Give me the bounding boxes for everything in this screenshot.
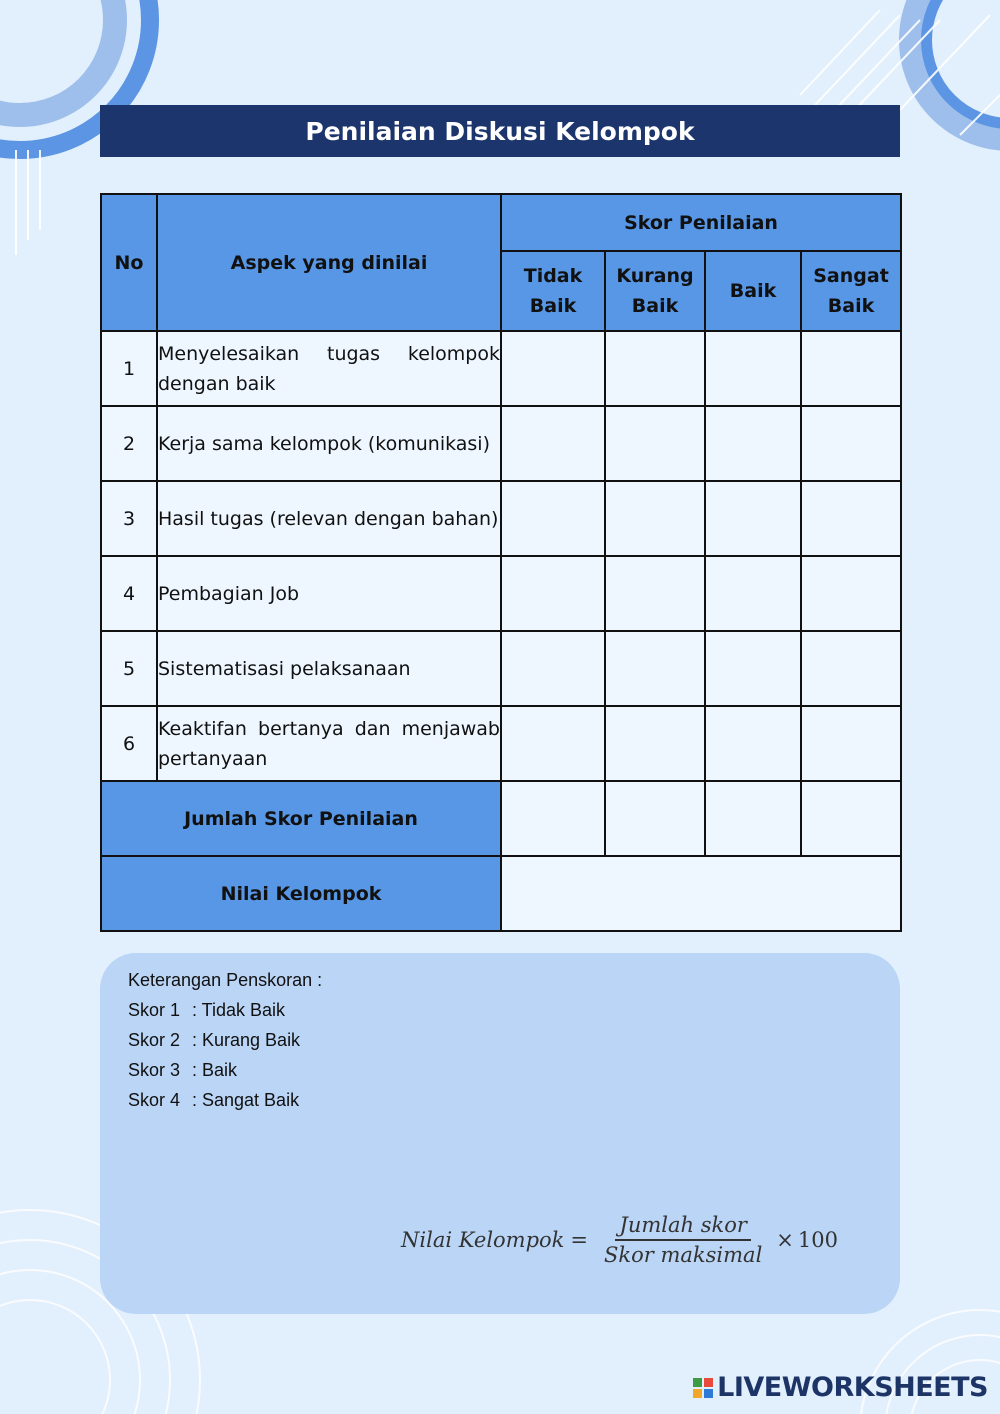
table-row (101, 481, 901, 556)
formula-equals: = (570, 1228, 589, 1252)
score-cell-baik[interactable] (705, 406, 801, 481)
score-cell-kurang-baik[interactable] (605, 631, 705, 706)
score-cell-baik[interactable] (705, 331, 801, 406)
score-cell-tidak-baik[interactable] (501, 481, 605, 556)
row-number: 1 (101, 331, 157, 406)
group-score-cell[interactable] (501, 856, 901, 931)
score-cell-kurang-baik[interactable] (605, 331, 705, 406)
row-aspect: Kerja sama kelompok (komunikasi) (157, 406, 501, 481)
score-cell-kurang-baik[interactable] (605, 706, 705, 781)
row-number: 3 (101, 481, 157, 556)
score-cell-baik[interactable] (705, 556, 801, 631)
header-level-baik: Baik (705, 251, 801, 331)
header-score-group: Skor Penilaian (501, 194, 901, 251)
page-title-text: Penilaian Diskusi Kelompok (305, 116, 695, 146)
table-row (101, 631, 901, 706)
total-cell-baik[interactable] (705, 781, 801, 856)
group-score-label: Nilai Kelompok (101, 856, 501, 931)
score-cell-sangat-baik[interactable] (801, 631, 901, 706)
row-number: 6 (101, 706, 157, 781)
score-cell-kurang-baik[interactable] (605, 556, 705, 631)
legend-value: : Sangat Baik (192, 1090, 300, 1110)
liveworksheets-logo-icon (693, 1378, 713, 1398)
header-level-sangat-baik: Sangat Baik (801, 251, 901, 331)
table-row (101, 556, 901, 631)
score-cell-tidak-baik[interactable] (501, 406, 605, 481)
total-cell-sangat-baik[interactable] (801, 781, 901, 856)
header-no: No (101, 194, 157, 331)
formula-lhs: Nilai Kelompok (401, 1228, 565, 1252)
group-score-row (101, 856, 901, 931)
row-aspect: Pembagian Job (157, 556, 501, 631)
score-cell-kurang-baik[interactable] (605, 406, 705, 481)
score-cell-tidak-baik[interactable] (501, 331, 605, 406)
legend-value: : Baik (192, 1060, 238, 1080)
legend-heading: Keterangan Penskoran : (128, 970, 323, 990)
formula-numerator: Jumlah skor (615, 1213, 750, 1241)
header-aspect: Aspek yang dinilai (157, 194, 501, 331)
row-aspect: Sistematisasi pelaksanaan (157, 631, 501, 706)
row-aspect: Keaktifan bertanya dan menjawab pertanyaan (157, 706, 501, 781)
score-cell-baik[interactable] (705, 631, 801, 706)
liveworksheets-brand (693, 1372, 988, 1403)
score-cell-sangat-baik[interactable] (801, 406, 901, 481)
row-number: 4 (101, 556, 157, 631)
score-cell-baik[interactable] (705, 706, 801, 781)
score-cell-sangat-baik[interactable] (801, 556, 901, 631)
table-row (101, 406, 901, 481)
brand-name: LIVEWORKSHEETS (717, 1372, 988, 1403)
score-cell-kurang-baik[interactable] (605, 481, 705, 556)
total-cell-kurang-baik[interactable] (605, 781, 705, 856)
formula-denominator: Skor maksimal (604, 1243, 763, 1267)
total-score-label: Jumlah Skor Penilaian (101, 781, 501, 856)
legend-item (128, 1085, 322, 1115)
row-number: 2 (101, 406, 157, 481)
legend-value: : Kurang Baik (192, 1030, 301, 1050)
total-score-row (101, 781, 901, 856)
legend-item (128, 1025, 322, 1055)
legend-key: Skor 3 (128, 1060, 181, 1080)
legend-key: Skor 2 (128, 1030, 181, 1050)
row-number: 5 (101, 631, 157, 706)
legend-item (128, 995, 322, 1025)
score-cell-sangat-baik[interactable] (801, 331, 901, 406)
formula-fraction (600, 1213, 766, 1267)
page-title (100, 105, 900, 157)
table-row (101, 331, 901, 406)
legend-item (128, 1055, 322, 1085)
row-aspect: Hasil tugas (relevan dengan bahan) (157, 481, 501, 556)
score-cell-tidak-baik[interactable] (501, 556, 605, 631)
header-level-kurang-baik: Kurang Baik (605, 251, 705, 331)
formula-times: × (776, 1228, 794, 1252)
formula-factor: 100 (797, 1228, 838, 1252)
scoring-legend-panel (100, 953, 900, 1314)
total-cell-tidak-baik[interactable] (501, 781, 605, 856)
score-cell-tidak-baik[interactable] (501, 631, 605, 706)
header-level-tidak-baik: Tidak Baik (501, 251, 605, 331)
legend-key: Skor 1 (128, 1000, 181, 1020)
assessment-table (100, 193, 902, 932)
score-formula (401, 1213, 838, 1267)
scoring-legend (128, 965, 322, 1115)
score-cell-tidak-baik[interactable] (501, 706, 605, 781)
score-cell-sangat-baik[interactable] (801, 481, 901, 556)
table-row (101, 706, 901, 781)
legend-value: : Tidak Baik (192, 1000, 286, 1020)
legend-key: Skor 4 (128, 1090, 181, 1110)
score-cell-baik[interactable] (705, 481, 801, 556)
row-aspect: Menyelesaikan tugas kelompok dengan baik (157, 331, 501, 406)
score-cell-sangat-baik[interactable] (801, 706, 901, 781)
